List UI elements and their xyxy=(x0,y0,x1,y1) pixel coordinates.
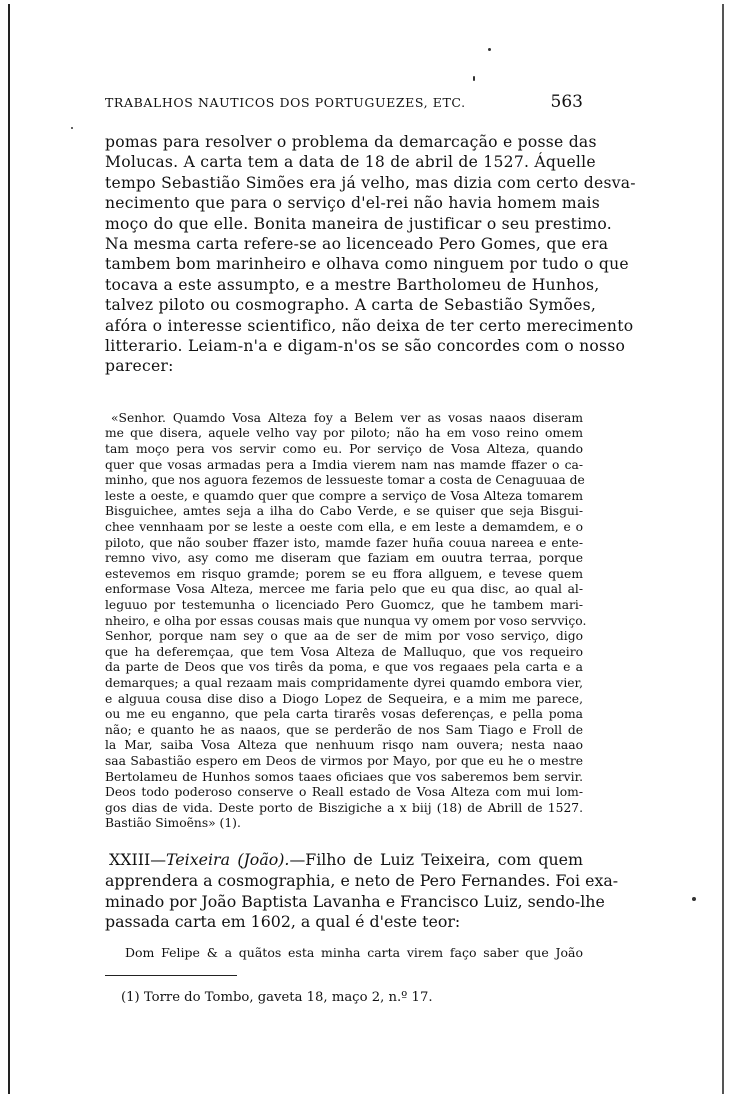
quote-line: nheiro, e olha por essas cousas mais que nunqua vy omem por voso servviço. xyxy=(105,613,587,628)
body-line: pomas para resolver o problema da demarcação e posse das xyxy=(105,133,597,151)
quote-line: não; e quanto he as naaos, que se perderão de nos Sam Tiago e Froll de xyxy=(105,722,583,737)
body-line: talvez piloto ou cosmographo. A carta de Sebastião Symões, xyxy=(105,296,597,315)
quote-line: da parte de Deos que vos tirês da poma, e que vos regaaes pela carta e a xyxy=(105,660,583,675)
body-line: Molucas. A carta tem a data de 18 de abril de 1527. Áquelle xyxy=(105,153,596,172)
quote-line: «Senhor. Quamdo Vosa Alteza foy a Belem ver as vosas naaos diseram xyxy=(111,410,583,425)
entry-number: XXIII— xyxy=(109,849,167,869)
body-line: parecer: xyxy=(105,357,174,376)
entry-line: minado por João Baptista Lavanha e Francisco Luiz, sendo-lhe xyxy=(105,891,605,911)
quote-line: saa Sabastião espero em Deos de virmos por Mayo, por que eu he o mestre xyxy=(105,753,583,768)
quote-line: Senhor, porque nam sey o que aa de ser de mim por voso serviço, digo xyxy=(105,629,583,644)
running-header xyxy=(105,92,583,114)
quote-line: minho, que nos aguora fezemos de lessueste tomar a costa de Cenaguuaa de xyxy=(105,473,585,488)
body-line: necimento que para o serviço d'el-rei não havia homem mais xyxy=(105,194,600,213)
quoted-letter xyxy=(105,410,587,832)
running-title: TRABALHOS NAUTICOS DOS PORTUGUEZES, ETC. xyxy=(105,95,466,110)
quote-line: piloto, que não souber ffazer isto, mamde fazer huña couua nareea e ente- xyxy=(105,535,583,550)
quote-line: leste a oeste, e quamdo quer que compre a serviço de Vosa Alteza tomarem xyxy=(105,488,583,503)
quote-line: me que disera, aquele velho vay por piloto; não ha em voso reino omem xyxy=(105,426,583,441)
page-content xyxy=(105,92,636,1006)
quote-line: e alguua cousa dise diso a Diogo Lopez de Sequeira, e a mim me parece, xyxy=(105,691,583,706)
body-line: moço do que elle. Bonita maneira de justificar o seu prestimo. xyxy=(105,214,612,233)
quote-line: Deos todo poderoso conserve o Reall estado de Vosa Alteza com mui lom- xyxy=(105,785,583,800)
quote-line: Bastião Simoẽns» (1). xyxy=(105,816,241,831)
quote-line: tam moço pera vos servir como eu. Por serviço de Vosa Alteza, quando xyxy=(105,442,583,457)
quote-line: enformase Vosa Alteza, mercee me faria pelo que eu qua disc, ao qual al- xyxy=(105,582,583,597)
quote-line: ou me eu enganno, que pela carta tirarês vosas deferenças, e pella poma xyxy=(105,707,583,722)
quote-line: quer que vosas armadas pera a Imdia vierem nam nas mamde ffazer o ca- xyxy=(105,457,583,472)
ink-speck xyxy=(488,48,491,51)
ink-speck xyxy=(692,897,696,901)
entry-name: Teixeira (João). xyxy=(166,849,290,869)
footnote-rule xyxy=(105,975,237,976)
body-line: litterario. Leiam-n'a e digam-n'os se são concordes com o nosso xyxy=(105,337,626,356)
entry-heading-line xyxy=(105,850,583,871)
body-line: tempo Sebastião Simões era já velho, mas dizia com certo desva- xyxy=(105,173,636,192)
page-number: 563 xyxy=(550,92,583,112)
quote-line: chee vennhaam por se leste a oeste com ella, e em leste a demamdem, e o xyxy=(105,520,583,535)
body-line: afóra o interesse scientifico, não deixa de ter certo merecimento xyxy=(105,316,634,335)
ink-speck xyxy=(71,127,73,129)
body-line: Na mesma carta refere-se ao licenceado Pero Gomes, que era xyxy=(105,235,609,254)
document-opening-line: Dom Felipe & a quãtos esta minha carta virem faço saber que João xyxy=(125,945,583,961)
quote-line: remno vivo, asy como me diseram que faziam em ouutra terraa, porque xyxy=(105,551,583,566)
quote-line: demarques; a qual rezaam mais compridamente dyrei quamdo embora vier, xyxy=(105,675,583,690)
entry-line: apprendera a cosmographia, e neto de Pero Fernandes. Foi exa- xyxy=(105,870,619,890)
body-paragraph xyxy=(105,132,636,377)
entry-line: passada carta em 1602, a qual é d'este teor: xyxy=(105,912,461,932)
entry-first-line-text: —Filho de Luiz Teixeira, com quem xyxy=(289,849,583,869)
quote-line: Bertolameu de Hunhos somos taaes oficiaes que vos saberemos bem servir. xyxy=(105,769,583,784)
body-line: tocava a este assumpto, e a mestre Bartholomeu de Hunhos, xyxy=(105,275,600,294)
body-line: tambem bom marinheiro e olhava como ninguem por tudo o que xyxy=(105,255,629,274)
quote-line: leguuo por testemunha o licenciado Pero Guomcz, que he tambem mari- xyxy=(105,598,583,612)
ink-speck xyxy=(473,76,475,81)
entry-xxiii xyxy=(105,849,619,933)
footnote: (1) Torre do Tombo, gaveta 18, maço 2, n.º 17. xyxy=(121,990,433,1006)
quote-line: gos dias de vida. Deste porto de Biszigiche a x biij (18) de Abrill de 1527. xyxy=(105,800,583,815)
quote-line: Bisguichee, amtes seja a ilha do Cabo Verde, e se quiser que seja Bisgui- xyxy=(105,504,583,519)
quote-line: la Mar, saiba Vosa Alteza que nenhuum risqo nam ouvera; nesta naao xyxy=(105,738,583,753)
quote-line: que ha deferemçaa, que tem Vosa Alteza de Malluquo, que vos requeiro xyxy=(105,644,583,659)
quote-line: estevemos em risquo gramde; porem se eu ffora allguem, e tevese quem xyxy=(105,566,583,581)
